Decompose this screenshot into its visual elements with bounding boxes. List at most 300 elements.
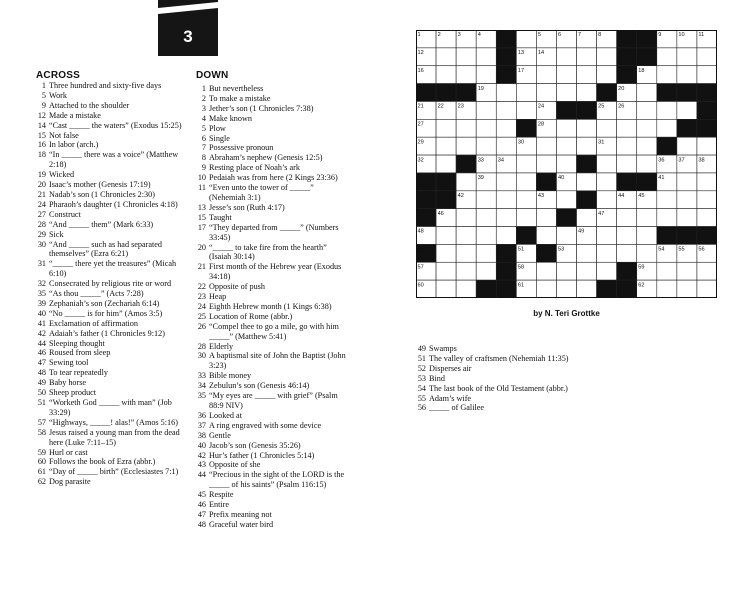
grid-cell[interactable]: [617, 227, 637, 245]
cell-number: 47: [598, 210, 605, 217]
grid-cell[interactable]: [597, 48, 617, 66]
cell-number: 55: [678, 246, 685, 253]
grid-cell[interactable]: [597, 191, 617, 209]
grid-cell[interactable]: [476, 227, 496, 245]
grid-cell[interactable]: [577, 262, 597, 280]
grid-cell[interactable]: [536, 155, 556, 173]
down-clue-2: [196, 94, 346, 104]
grid-cell[interactable]: [456, 66, 476, 84]
clue-text: _____ of Galilee: [429, 403, 485, 413]
clue-text: Roused from sleep: [49, 348, 111, 358]
grid-block: [516, 227, 536, 245]
grid-cell[interactable]: [597, 262, 617, 280]
clue-number: 9: [41, 100, 46, 110]
cell-number: 22: [437, 103, 444, 110]
grid-cell[interactable]: [516, 101, 536, 119]
across-clue-15: [36, 131, 186, 141]
cell-number: 45: [638, 193, 645, 199]
cell-number: 28: [537, 121, 545, 128]
grid-block: [677, 84, 697, 102]
clue-number: 21: [197, 262, 206, 272]
down-clue-7: [196, 143, 346, 153]
grid-cell[interactable]: [456, 244, 476, 262]
across-clue-24: [36, 200, 186, 210]
clue-number: 47: [197, 509, 206, 519]
clue-number: 41: [37, 318, 46, 328]
cell-number: 1: [417, 32, 421, 39]
grid-cell[interactable]: [657, 101, 677, 119]
grid-cell[interactable]: [677, 137, 697, 155]
clue-number: 9: [201, 163, 206, 173]
grid-cell[interactable]: [436, 119, 456, 137]
down-clue-51: [416, 354, 586, 364]
across-clue-16: [36, 140, 186, 150]
clue-number: 35: [197, 391, 206, 401]
cell-number: 33: [477, 157, 484, 164]
grid-cell[interactable]: [556, 48, 576, 66]
clue-text: “And _____ such as had separated themselves” (Ezra 6:21): [49, 239, 162, 259]
grid-cell[interactable]: [556, 262, 576, 280]
across-clues: [36, 81, 186, 487]
clue-number: 56: [417, 403, 426, 413]
clue-number: 45: [197, 490, 206, 500]
grid-block: [617, 262, 637, 280]
cell-number: 59: [638, 264, 645, 271]
grid-cell[interactable]: [456, 280, 476, 298]
clue-text: “Even unto the tower of _____” (Nehemiah 3:1): [209, 183, 314, 202]
grid-cell[interactable]: [476, 209, 496, 227]
grid-cell[interactable]: [456, 227, 476, 245]
clue-text: Swamps: [429, 344, 457, 353]
grid-cell[interactable]: [657, 48, 677, 66]
clue-text: “Highways, _____! alas!” (Amos 5:16): [49, 417, 178, 427]
clue-text: Zephaniah’s son (Zechariah 6:14): [49, 298, 160, 308]
down-clue-55: [416, 394, 586, 404]
grid-cell[interactable]: [456, 209, 476, 227]
grid-cell[interactable]: [657, 191, 677, 209]
clue-text: Respite: [209, 490, 234, 500]
clue-number: 10: [197, 173, 206, 183]
grid-cell[interactable]: [657, 209, 677, 227]
grid-cell[interactable]: [697, 262, 717, 280]
clue-number: 49: [37, 378, 46, 388]
clue-number: 16: [37, 140, 46, 150]
clue-number: 44: [37, 338, 46, 348]
grid-cell[interactable]: [617, 155, 637, 173]
grid-block: [456, 155, 476, 173]
grid-cell[interactable]: [637, 137, 657, 155]
clue-number: 32: [37, 279, 46, 289]
across-clue-14: [36, 121, 186, 131]
grid-cell[interactable]: [597, 119, 617, 137]
down-clue-6: [196, 134, 346, 144]
grid-block: [657, 84, 677, 102]
grid-cell[interactable]: [556, 191, 576, 209]
down-clue-28: [196, 342, 346, 352]
grid-block: [597, 84, 617, 102]
grid-block: [556, 209, 576, 227]
grid-cell[interactable]: [597, 227, 617, 245]
cell-number: 51: [517, 246, 525, 253]
grid-cell[interactable]: [597, 244, 617, 262]
grid-cell[interactable]: [556, 84, 576, 102]
grid-cell[interactable]: [476, 191, 496, 209]
grid-block: [617, 66, 637, 84]
clue-text: Not false: [49, 130, 79, 140]
grid-cell[interactable]: [637, 209, 657, 227]
grid-cell[interactable]: [637, 119, 657, 137]
clue-number: 48: [37, 368, 46, 378]
clue-number: 26: [197, 321, 206, 331]
down-clues-continued: [416, 344, 586, 413]
grid-block: [496, 280, 516, 298]
grid-cell[interactable]: [617, 119, 637, 137]
clue-number: 29: [37, 229, 46, 239]
cell-number: 18: [638, 67, 645, 74]
cell-number: 14: [537, 50, 545, 57]
clue-number: 13: [197, 202, 206, 212]
grid-block: [496, 30, 516, 48]
grid-block: [677, 119, 697, 137]
grid-cell[interactable]: [496, 209, 516, 227]
grid-block: [496, 48, 516, 66]
grid-cell[interactable]: [496, 227, 516, 245]
grid-block: [637, 30, 657, 48]
clue-number: 33: [197, 371, 206, 381]
cell-number: 26: [618, 103, 625, 110]
grid-cell[interactable]: [617, 244, 637, 262]
grid-cell[interactable]: [556, 280, 576, 298]
clue-number: 44: [197, 470, 206, 480]
clue-number: 15: [37, 130, 46, 140]
grid-cell[interactable]: [577, 173, 597, 191]
cell-number: 50: [417, 246, 424, 253]
clue-text: To tear repeatedly: [49, 368, 108, 378]
clue-number: 51: [37, 398, 46, 407]
across-clue-28: [36, 220, 186, 230]
grid-cell[interactable]: [496, 84, 516, 102]
grid-cell[interactable]: [536, 262, 556, 280]
cell-number: 62: [638, 282, 645, 289]
down-clue-26: [196, 322, 346, 342]
grid-cell[interactable]: [637, 244, 657, 262]
cell-number: 15: [638, 50, 645, 57]
grid-cell[interactable]: [577, 48, 597, 66]
clue-text: “_____ to take fire from the hearth” (Isaiah 30:14): [209, 242, 327, 262]
grid-cell[interactable]: [456, 137, 476, 155]
grid-cell[interactable]: [556, 227, 576, 245]
grid-cell[interactable]: [476, 262, 496, 280]
clue-text: “Day of _____ birth” (Ecclesiastes 7:1): [49, 467, 179, 477]
grid-cell[interactable]: [577, 244, 597, 262]
clue-text: In labor (arch.): [49, 140, 99, 150]
clue-number: 22: [197, 282, 206, 292]
grid-block: [496, 262, 516, 280]
clue-number: 20: [197, 242, 206, 252]
clue-text: A ring engraved with some device: [209, 420, 322, 430]
across-clue-29: [36, 230, 186, 240]
grid-cell[interactable]: [597, 66, 617, 84]
grid-block: [416, 84, 436, 102]
grid-cell[interactable]: [436, 66, 456, 84]
clue-number: 5: [201, 123, 206, 133]
grid-block: [697, 119, 717, 137]
grid-cell[interactable]: [637, 227, 657, 245]
down-clue-5: [196, 124, 346, 134]
clue-number: 54: [417, 383, 426, 393]
grid-cell[interactable]: [516, 209, 536, 227]
grid-cell[interactable]: [536, 209, 556, 227]
clue-text: Elderly: [209, 341, 234, 351]
grid-cell[interactable]: [476, 66, 496, 84]
byline: by N. Teri Grottke: [533, 309, 600, 318]
cell-number: 3: [457, 32, 461, 39]
grid-cell[interactable]: [677, 48, 697, 66]
clue-number: 19: [37, 170, 46, 180]
clue-text: Construct: [49, 209, 81, 219]
down-clue-33: [196, 371, 346, 381]
across-clue-60: [36, 457, 186, 467]
cell-number: 20: [618, 85, 625, 92]
clue-text: Disperses air: [429, 363, 472, 373]
clue-text: Resting place of Noah’s ark: [209, 163, 300, 173]
grid-cell[interactable]: [536, 66, 556, 84]
across-clue-48: [36, 368, 186, 378]
grid-cell[interactable]: [657, 280, 677, 298]
grid-cell[interactable]: [436, 244, 456, 262]
across-clue-42: [36, 329, 186, 339]
across-clue-49: [36, 378, 186, 388]
clue-number: 38: [197, 430, 206, 440]
grid-cell[interactable]: [617, 209, 637, 227]
clue-number: 43: [197, 460, 206, 470]
grid-cell[interactable]: [577, 280, 597, 298]
grid-cell[interactable]: [436, 48, 456, 66]
clue-text: “In _____ there was a voice” (Matthew 2:18): [49, 150, 179, 170]
grid-cell[interactable]: [697, 173, 717, 191]
grid-cell[interactable]: [637, 101, 657, 119]
across-clue-12: [36, 111, 186, 121]
grid-cell[interactable]: [677, 173, 697, 191]
cell-number: 4: [477, 32, 481, 39]
grid-cell[interactable]: [677, 280, 697, 298]
grid-cell[interactable]: [577, 209, 597, 227]
cell-number: 9: [658, 32, 662, 39]
down-clue-23: [196, 292, 346, 302]
clue-number: 40: [37, 308, 46, 318]
grid-cell[interactable]: [436, 137, 456, 155]
grid-cell[interactable]: [677, 262, 697, 280]
clue-number: 17: [197, 222, 206, 232]
clue-number: 46: [197, 500, 206, 510]
grid-cell[interactable]: [536, 84, 556, 102]
grid-cell[interactable]: [496, 137, 516, 155]
grid-cell[interactable]: [516, 84, 536, 102]
clue-text: Sewing tool: [49, 358, 89, 368]
clue-text: Make known: [209, 113, 252, 123]
grid-cell[interactable]: [456, 173, 476, 191]
clue-number: 46: [37, 348, 46, 358]
cell-number: 13: [517, 50, 525, 57]
down-clues: [196, 84, 346, 530]
clue-text: Bind: [429, 373, 445, 383]
grid-cell[interactable]: [436, 227, 456, 245]
grid-cell[interactable]: [677, 191, 697, 209]
grid-cell[interactable]: [436, 262, 456, 280]
grid-cell[interactable]: [577, 66, 597, 84]
grid-cell[interactable]: [456, 262, 476, 280]
clue-text: Wicked: [49, 170, 75, 180]
grid-cell[interactable]: [536, 227, 556, 245]
grid-cell[interactable]: [597, 173, 617, 191]
grid-block: [677, 227, 697, 245]
across-clue-19: [36, 170, 186, 180]
across-clue-1: [36, 81, 186, 91]
clue-text: Sick: [49, 229, 64, 239]
grid-block: [436, 84, 456, 102]
down-clue-10: [196, 173, 346, 183]
grid-block: [556, 101, 576, 119]
clue-number: 15: [197, 212, 206, 222]
clue-text: Adaiah’s father (1 Chronicles 9:12): [49, 328, 165, 338]
grid-cell[interactable]: [516, 155, 536, 173]
cell-number: 23: [457, 103, 464, 110]
cell-number: 19: [477, 85, 484, 92]
grid-cell[interactable]: [496, 119, 516, 137]
clue-number: 30: [37, 239, 46, 249]
clue-text: Looked at: [209, 410, 242, 420]
grid-cell[interactable]: [697, 48, 717, 66]
clue-text: Jacob’s son (Genesis 35:26): [209, 440, 301, 450]
clue-number: 52: [417, 363, 426, 373]
grid-cell[interactable]: [697, 280, 717, 298]
down-clue-54: [416, 384, 586, 394]
grid-cell[interactable]: [637, 84, 657, 102]
down-clue-11: [196, 183, 346, 203]
grid-cell[interactable]: [496, 101, 516, 119]
clue-text: Prefix meaning not: [209, 509, 272, 519]
grid-cell[interactable]: [657, 262, 677, 280]
grid-cell[interactable]: [556, 155, 576, 173]
across-clue-27: [36, 210, 186, 220]
grid-cell[interactable]: [556, 137, 576, 155]
grid-cell[interactable]: [697, 209, 717, 227]
clue-number: 42: [37, 328, 46, 338]
down-clue-53: [416, 374, 586, 384]
grid-cell[interactable]: [697, 137, 717, 155]
clue-number: 20: [37, 180, 46, 190]
grid-cell[interactable]: [436, 155, 456, 173]
cell-number: 40: [557, 175, 565, 182]
grid-cell[interactable]: [697, 66, 717, 84]
clue-text: Zebulun’s son (Genesis 46:14): [209, 381, 310, 391]
grid-cell[interactable]: [476, 48, 496, 66]
grid-cell[interactable]: [536, 137, 556, 155]
grid-cell[interactable]: [697, 191, 717, 209]
grid-cell[interactable]: [476, 119, 496, 137]
cell-number: 39: [477, 175, 484, 182]
clue-text: “Compel thee to go a mile, go with him _____” (Matthew 5:41): [209, 321, 339, 341]
clue-text: Made a mistake: [49, 110, 101, 120]
grid-cell[interactable]: [657, 119, 677, 137]
grid-cell[interactable]: [536, 280, 556, 298]
grid-cell[interactable]: [516, 191, 536, 209]
grid-cell[interactable]: [637, 155, 657, 173]
clue-text: Opposite of she: [209, 460, 261, 470]
grid-cell[interactable]: [516, 173, 536, 191]
clue-number: 5: [41, 90, 46, 100]
clue-number: 2: [201, 93, 206, 103]
grid-cell[interactable]: [577, 137, 597, 155]
grid-cell[interactable]: [677, 101, 697, 119]
cell-number: 11: [698, 32, 705, 39]
grid-cell[interactable]: [556, 119, 576, 137]
cell-number: 58: [517, 264, 525, 271]
grid-cell[interactable]: [496, 173, 516, 191]
grid-cell[interactable]: [476, 137, 496, 155]
clue-text: Adam’s wife: [429, 393, 472, 403]
cell-number: 6: [557, 32, 562, 39]
grid-cell[interactable]: [677, 209, 697, 227]
cell-number: 41: [658, 175, 665, 182]
clue-text: Possessive pronoun: [209, 143, 274, 153]
grid-block: [516, 119, 536, 137]
clue-text: To make a mistake: [209, 93, 271, 103]
across-clue-50: [36, 388, 186, 398]
clue-text: Location of Rome (abbr.): [209, 311, 293, 321]
grid-cell[interactable]: [476, 101, 496, 119]
clue-text: Graceful water bird: [209, 519, 274, 529]
cell-number: 10: [678, 32, 685, 39]
clue-text: Pedaiah was from here (2 Kings 23:36): [209, 173, 338, 183]
grid-cell[interactable]: [516, 30, 536, 48]
clue-text: “And _____ them” (Mark 6:33): [49, 219, 154, 229]
grid-cell[interactable]: [577, 84, 597, 102]
grid-block: [637, 173, 657, 191]
grid-cell[interactable]: [617, 137, 637, 155]
grid-cell[interactable]: [657, 66, 677, 84]
down-clue-40: [196, 441, 346, 451]
grid-cell[interactable]: [436, 280, 456, 298]
clue-number: 24: [37, 199, 46, 209]
grid-cell[interactable]: [456, 119, 476, 137]
clue-number: 28: [37, 219, 46, 229]
cell-number: 36: [658, 157, 665, 164]
across-clue-41: [36, 319, 186, 329]
grid-cell[interactable]: [577, 119, 597, 137]
across-clue-18: [36, 150, 186, 170]
clue-text: A baptismal site of John the Baptist (John 3:23): [209, 351, 346, 371]
down-clue-42: [196, 451, 346, 461]
grid-cell[interactable]: [556, 66, 576, 84]
clue-number: 3: [201, 103, 206, 113]
grid-block: [436, 173, 456, 191]
grid-cell[interactable]: [597, 155, 617, 173]
crossword-grid[interactable]: [416, 30, 717, 298]
grid-cell[interactable]: [496, 191, 516, 209]
clue-number: 7: [201, 143, 206, 153]
grid-cell[interactable]: [456, 48, 476, 66]
across-clue-9: [36, 101, 186, 111]
grid-block: [617, 30, 637, 48]
clue-text: Exclamation of affirmation: [49, 318, 138, 328]
grid-cell[interactable]: [476, 244, 496, 262]
grid-cell[interactable]: [677, 66, 697, 84]
grid-block: [617, 48, 637, 66]
down-clue-30: [196, 351, 346, 371]
clue-text: Hur’s father (1 Chronicles 5:14): [209, 450, 315, 460]
grid-block: [416, 173, 436, 191]
